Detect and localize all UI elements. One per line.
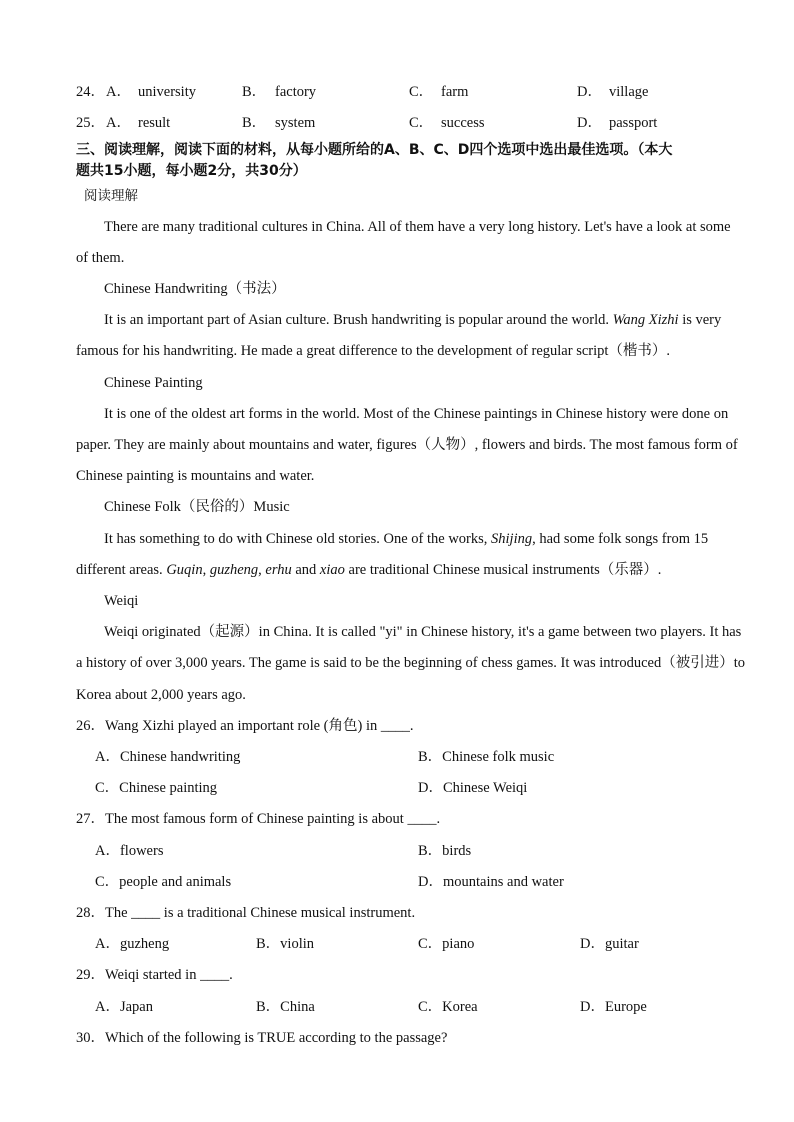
paragraph-music-line-1 — [104, 529, 708, 549]
option-a: A．guzheng — [95, 936, 170, 952]
option-d-text: passport — [609, 115, 658, 131]
option-c: C．Chinese painting — [95, 780, 218, 796]
option-a-letter: A． — [106, 84, 131, 100]
option-b: B．Chinese folk music — [418, 749, 555, 765]
person-name: Wang Xizhi — [612, 312, 679, 328]
option-c: C．piano — [418, 936, 475, 952]
option-a: A．flowers — [95, 843, 164, 859]
option-a: A．Japan — [95, 999, 153, 1015]
section-heading-line-1: 三、阅读理解，阅读下面的材料，从每小题所给的A、B、C、D四个选项中选出最佳选项。（本大 — [76, 142, 673, 158]
option-d-text: village — [609, 84, 649, 100]
option-a-text: university — [138, 84, 196, 100]
option-d: D．mountains and water — [418, 874, 564, 890]
section-heading-line-2: 题共15小题，每小题2分，共30分） — [76, 163, 307, 179]
option-b-letter: B． — [242, 84, 267, 100]
paragraph-text: It is an important part of Asian culture. Brush handwriting is popular around the world. — [104, 312, 613, 328]
paragraph-music-line-2 — [76, 560, 661, 580]
question-number: 24． — [76, 84, 105, 100]
paragraph-text: different areas. — [76, 562, 167, 578]
passage-intro-line-2: of them. — [76, 250, 125, 266]
heading-chinese-folk-music: Chinese Folk（民俗的）Music — [104, 499, 290, 515]
work-title: Shijing — [491, 531, 533, 547]
option-a: A．Chinese handwriting — [95, 749, 241, 765]
option-c: C．people and animals — [95, 874, 232, 890]
option-d-letter: D． — [577, 115, 602, 131]
instrument-name: Guqin — [166, 562, 203, 578]
paragraph-text: is very — [678, 312, 722, 328]
question-stem: 27．The most famous form of Chinese painting is about ____. — [76, 811, 441, 827]
passage-intro-line-1: There are many traditional cultures in China. All of them have a very long history. Let's have a look at some — [104, 219, 731, 235]
question-stem: 29．Weiqi started in ____. — [76, 967, 233, 983]
paragraph-text: , had some folk songs from 15 — [532, 531, 709, 547]
option-b: B．China — [256, 999, 315, 1015]
heading-weiqi: Weiqi — [104, 593, 139, 609]
option-c-text: farm — [441, 84, 469, 100]
option-c-letter: C． — [409, 84, 434, 100]
separator: , — [258, 562, 266, 578]
heading-chinese-painting: Chinese Painting — [104, 375, 203, 391]
paragraph-handwriting-line-2: famous for his handwriting. He made a great difference to the development of regular script（楷书）. — [76, 343, 671, 359]
option-d: D．guitar — [580, 936, 639, 952]
paragraph-weiqi-line-1: Weiqi originated（起源）in China. It is called "yi" in Chinese history, it's a game between two players. It has — [104, 624, 742, 640]
option-c-letter: C． — [409, 115, 434, 131]
question-stem: 26．Wang Xizhi played an important role (角色) in ____. — [76, 718, 414, 734]
option-b: B．violin — [256, 936, 315, 952]
paragraph-painting-line-2: paper. They are mainly about mountains and water, figures（人物）, flowers and birds. The most famous form of — [76, 437, 738, 453]
instrument-name: erhu — [265, 562, 292, 578]
section-label: 阅读理解 — [84, 188, 138, 204]
option-b-text: factory — [275, 84, 317, 100]
option-a-text: result — [138, 115, 171, 131]
paragraph-weiqi-line-3: Korea about 2,000 years ago. — [76, 687, 246, 703]
option-c: C．Korea — [418, 999, 478, 1015]
question-stem: 30．Which of the following is TRUE according to the passage? — [76, 1030, 448, 1046]
option-d: D．Europe — [580, 999, 647, 1015]
paragraph-painting-line-1: It is one of the oldest art forms in the world. Most of the Chinese paintings in Chinese history were done on — [104, 406, 729, 422]
option-a-letter: A． — [106, 115, 131, 131]
paragraph-weiqi-line-2: a history of over 3,000 years. The game is said to be the beginning of chess games. It was introduced（被引进）to — [76, 655, 746, 671]
paragraph-text: It has something to do with Chinese old stories. One of the works, — [104, 531, 492, 547]
option-b-text: system — [275, 115, 316, 131]
separator: , — [202, 562, 210, 578]
option-b-letter: B． — [242, 115, 267, 131]
option-b: B．birds — [418, 843, 472, 859]
option-d: D．Chinese Weiqi — [418, 780, 528, 796]
instrument-name: xiao — [319, 562, 345, 578]
question-number: 25． — [76, 115, 105, 131]
instrument-name: guzheng — [209, 562, 259, 578]
paragraph-text: are traditional Chinese musical instruments（乐器）. — [344, 562, 662, 578]
separator: and — [291, 562, 320, 578]
option-c-text: success — [441, 115, 485, 131]
heading-chinese-handwriting: Chinese Handwriting（书法） — [104, 281, 286, 297]
paragraph-handwriting-line-1 — [104, 310, 721, 330]
option-d-letter: D． — [577, 84, 602, 100]
question-stem: 28．The ____ is a traditional Chinese musical instrument. — [76, 905, 416, 921]
paragraph-painting-line-3: Chinese painting is mountains and water. — [76, 468, 315, 484]
